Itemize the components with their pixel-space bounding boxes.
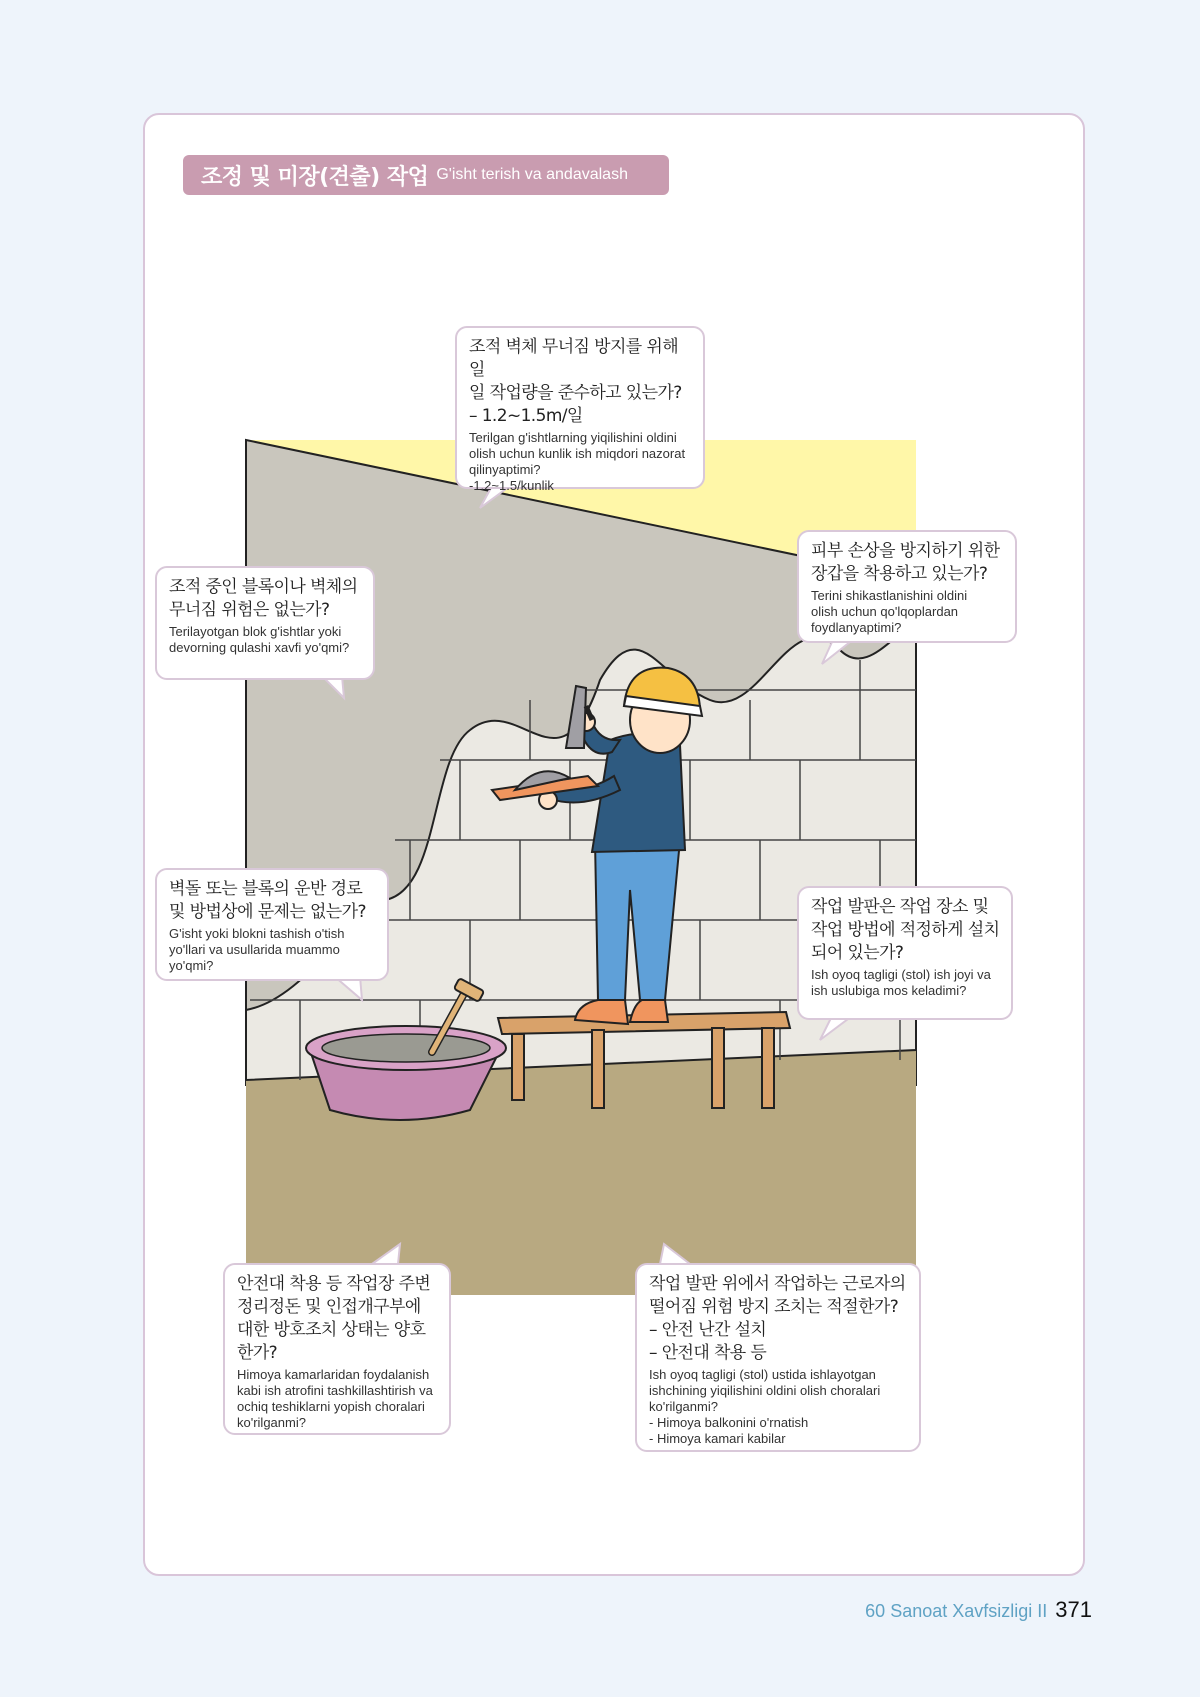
bubble-uz-line: -1.2~1.5/kunlik — [469, 478, 554, 493]
bubble-uz-line: olish uchun kunlik ish miqdori nazorat — [469, 446, 686, 461]
bubble-uz-line: Terini shikastlanishini oldini — [811, 588, 968, 603]
bubble-uz-line: ko'rilganmi? — [649, 1399, 718, 1414]
bubble-ko-line: 정리정돈 및 인접개구부에 — [237, 1297, 421, 1317]
bubble-uz-line: yo'llari va usullarida muammo — [169, 942, 340, 957]
footer-label: 60 Sanoat Xavfsizligi II — [865, 1601, 1048, 1621]
bubble-gloves — [797, 530, 1017, 643]
bubble-uz-line: olish uchun qo'lqoplardan — [811, 604, 959, 619]
bubble-uz-line: - Himoya balkonini o'rnatish — [649, 1415, 809, 1430]
bubble-ko-line: 조적 중인 블록이나 벽체의 — [169, 577, 358, 597]
bubble-ko-line: 떨어짐 위험 방지 조치는 적절한가? — [649, 1297, 899, 1317]
bubble-uz-line: - Himoya kamari kabilar — [649, 1431, 786, 1446]
bubble-uz-line: foydlanyaptimi? — [811, 620, 902, 635]
bubble-uz-line: Terilgan g'ishtlarning yiqilishini oldini — [469, 430, 677, 445]
bubble-ko-line: 피부 손상을 방지하기 위한 — [811, 541, 1000, 561]
bubble-ko-line: 조적 벽체 무너짐 방지를 위해 일 — [469, 337, 679, 380]
bubble-ko-line: – 안전대 착용 등 — [649, 1343, 767, 1363]
bubble-uz-line: Himoya kamarlaridan foydalanish — [237, 1367, 430, 1382]
bubble-uz-line: ishchining yiqilishini oldini olish choralari — [649, 1383, 881, 1398]
bubble-ko-line: – 안전 난간 설치 — [649, 1320, 767, 1340]
bubble-ko-line: 되어 있는가? — [811, 943, 904, 963]
bubble-uz-line: devorning qulashi xavfi yo'qmi? — [169, 640, 350, 655]
bubble-collapse — [155, 566, 375, 680]
bubble-housekeeping — [223, 1263, 451, 1435]
bubble-uz-line: ko'rilganmi? — [237, 1415, 306, 1430]
bubble-ko-line: 및 방법상에 문제는 없는가? — [169, 902, 366, 922]
bubble-ko-line: 대한 방호조치 상태는 양호 — [237, 1320, 426, 1340]
bubble-ko-line: 한가? — [237, 1343, 278, 1363]
bubble-ko-line: 작업 발판은 작업 장소 및 — [811, 897, 989, 917]
bubble-scaffold — [797, 886, 1013, 1020]
bubble-ko-line: 장갑을 착용하고 있는가? — [811, 564, 988, 584]
bubble-ko-line: – 1.2~1.5m/일 — [469, 406, 583, 426]
bubble-uz-line: G'isht yoki blokni tashish o'tish — [169, 926, 345, 941]
bubble-ko-line: 작업 발판 위에서 작업하는 근로자의 — [649, 1274, 906, 1294]
page-number: 371 — [1055, 1597, 1092, 1622]
bubble-uz-line: kabi ish atrofini tashkillashtirish va — [237, 1383, 433, 1398]
bubble-uz-line: ochiq teshiklarni yopish choralari — [237, 1399, 425, 1414]
bubble-uz-line: Ish oyoq tagligi (stol) ustida ishlayotgan — [649, 1367, 876, 1382]
bubble-ko-line: 벽돌 또는 블록의 운반 경로 — [169, 879, 363, 899]
bubble-ko-line: 일 작업량을 준수하고 있는가? — [469, 383, 682, 403]
bubble-ko-line: 안전대 착용 등 작업장 주변 — [237, 1274, 431, 1294]
bubble-uz-line: Terilayotgan blok g'ishtlar yoki — [169, 624, 342, 639]
bubble-transport — [155, 868, 389, 981]
bubble-fall — [635, 1263, 921, 1452]
page-footer — [848, 1597, 1092, 1627]
bubble-workload — [455, 326, 705, 493]
bubble-uz-line: yo'qmi? — [169, 958, 214, 973]
bubble-uz-line: qilinyaptimi? — [469, 462, 541, 477]
title-korean: 조정 및 미장(견출) 작업 — [201, 164, 429, 190]
bubble-ko-line: 무너짐 위험은 없는가? — [169, 600, 330, 620]
bubble-uz-line: ish uslubiga mos keladimi? — [811, 983, 967, 998]
bubble-ko-line: 작업 방법에 적정하게 설치 — [811, 920, 1000, 940]
bubble-uz-line: Ish oyoq tagligi (stol) ish joyi va — [811, 967, 991, 982]
title-uzbek: G'isht terish va andavalash — [436, 166, 628, 183]
